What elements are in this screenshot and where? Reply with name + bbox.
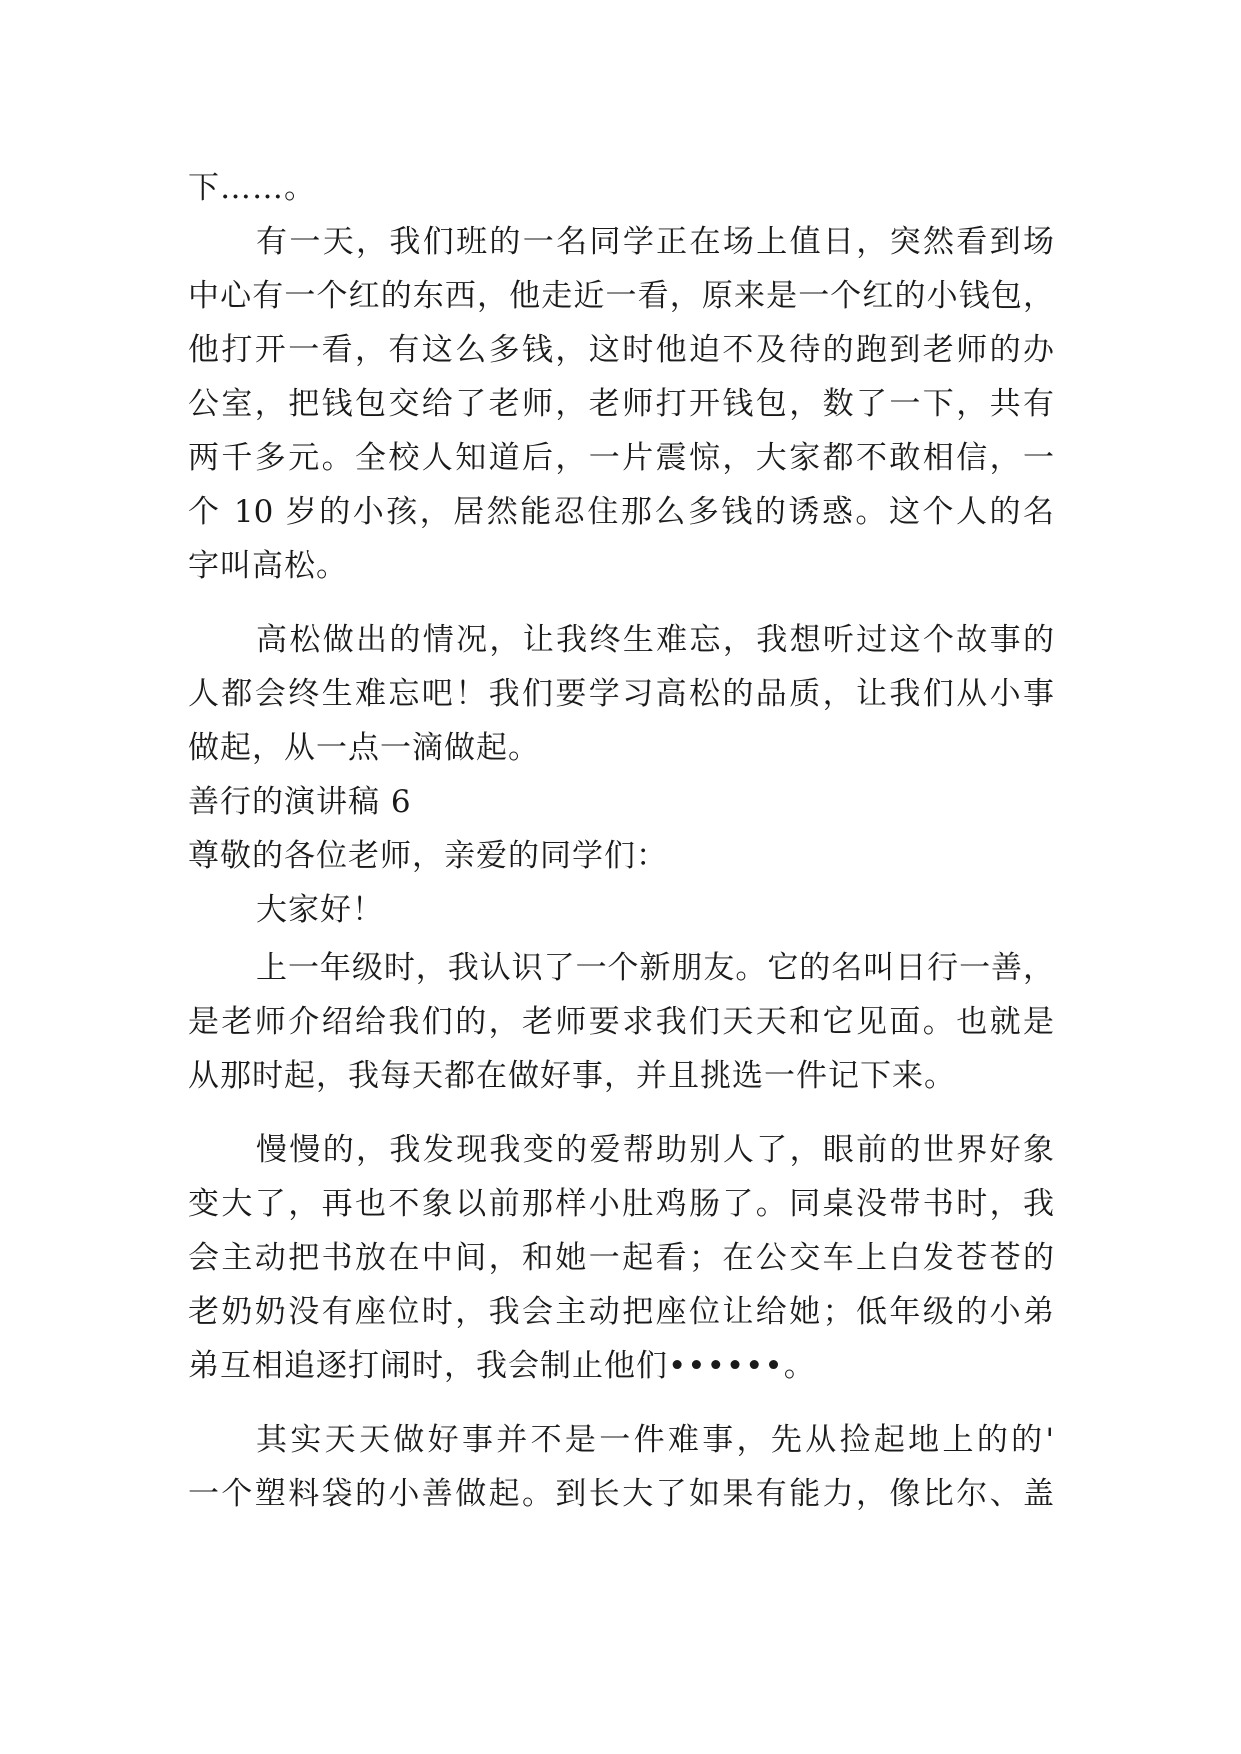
text-line: 一个塑料袋的小善做起。到长大了如果有能力，像比尔、盖 xyxy=(188,1476,1054,1512)
text-line: 是老师介绍给我们的，老师要求我们天天和它见面。也就是 xyxy=(188,1004,1054,1040)
text-line: 做起，从一点一滴做起。 xyxy=(188,730,540,766)
paragraph-first-line: 其实天天做好事并不是一件难事，先从捡起地上的的' xyxy=(256,1422,1054,1458)
text-line: 下……。 xyxy=(188,170,316,206)
greeting: 大家好！ xyxy=(256,892,384,928)
text-line: 中心有一个红的东西，他走近一看，原来是一个红的小钱包， xyxy=(188,278,1054,314)
text-line: 两千多元。全校人知道后，一片震惊，大家都不敢相信，一 xyxy=(188,440,1054,476)
text-line: 字叫高松。 xyxy=(188,548,348,584)
paragraph-first-line: 慢慢的，我发现我变的爱帮助别人了，眼前的世界好象 xyxy=(256,1132,1054,1168)
paragraph-first-line: 有一天，我们班的一名同学正在场上值日，突然看到场 xyxy=(256,224,1054,260)
section-heading: 善行的演讲稿 6 xyxy=(188,784,412,820)
salutation: 尊敬的各位老师，亲爱的同学们： xyxy=(188,838,668,874)
text-line: 个 10 岁的小孩，居然能忍住那么多钱的诱惑。这个人的名 xyxy=(188,494,1054,530)
text-line: 从那时起，我每天都在做好事，并且挑选一件记下来。 xyxy=(188,1058,956,1094)
paragraph-first-line: 上一年级时，我认识了一个新朋友。它的名叫日行一善， xyxy=(256,950,1054,986)
text-line: 变大了，再也不象以前那样小肚鸡肠了。同桌没带书时，我 xyxy=(188,1186,1054,1222)
text-line: 他打开一看，有这么多钱，这时他迫不及待的跑到老师的办 xyxy=(188,332,1054,368)
text-line: 弟互相追逐打闹时，我会制止他们••••••。 xyxy=(188,1348,816,1384)
paragraph-first-line: 高松做出的情况，让我终生难忘，我想听过这个故事的 xyxy=(256,622,1054,658)
text-line: 老奶奶没有座位时，我会主动把座位让给她；低年级的小弟 xyxy=(188,1294,1054,1330)
text-line: 人都会终生难忘吧！我们要学习高松的品质，让我们从小事 xyxy=(188,676,1054,712)
text-line: 公室，把钱包交给了老师，老师打开钱包，数了一下，共有 xyxy=(188,386,1054,422)
text-line: 会主动把书放在中间，和她一起看；在公交车上白发苍苍的 xyxy=(188,1240,1054,1276)
